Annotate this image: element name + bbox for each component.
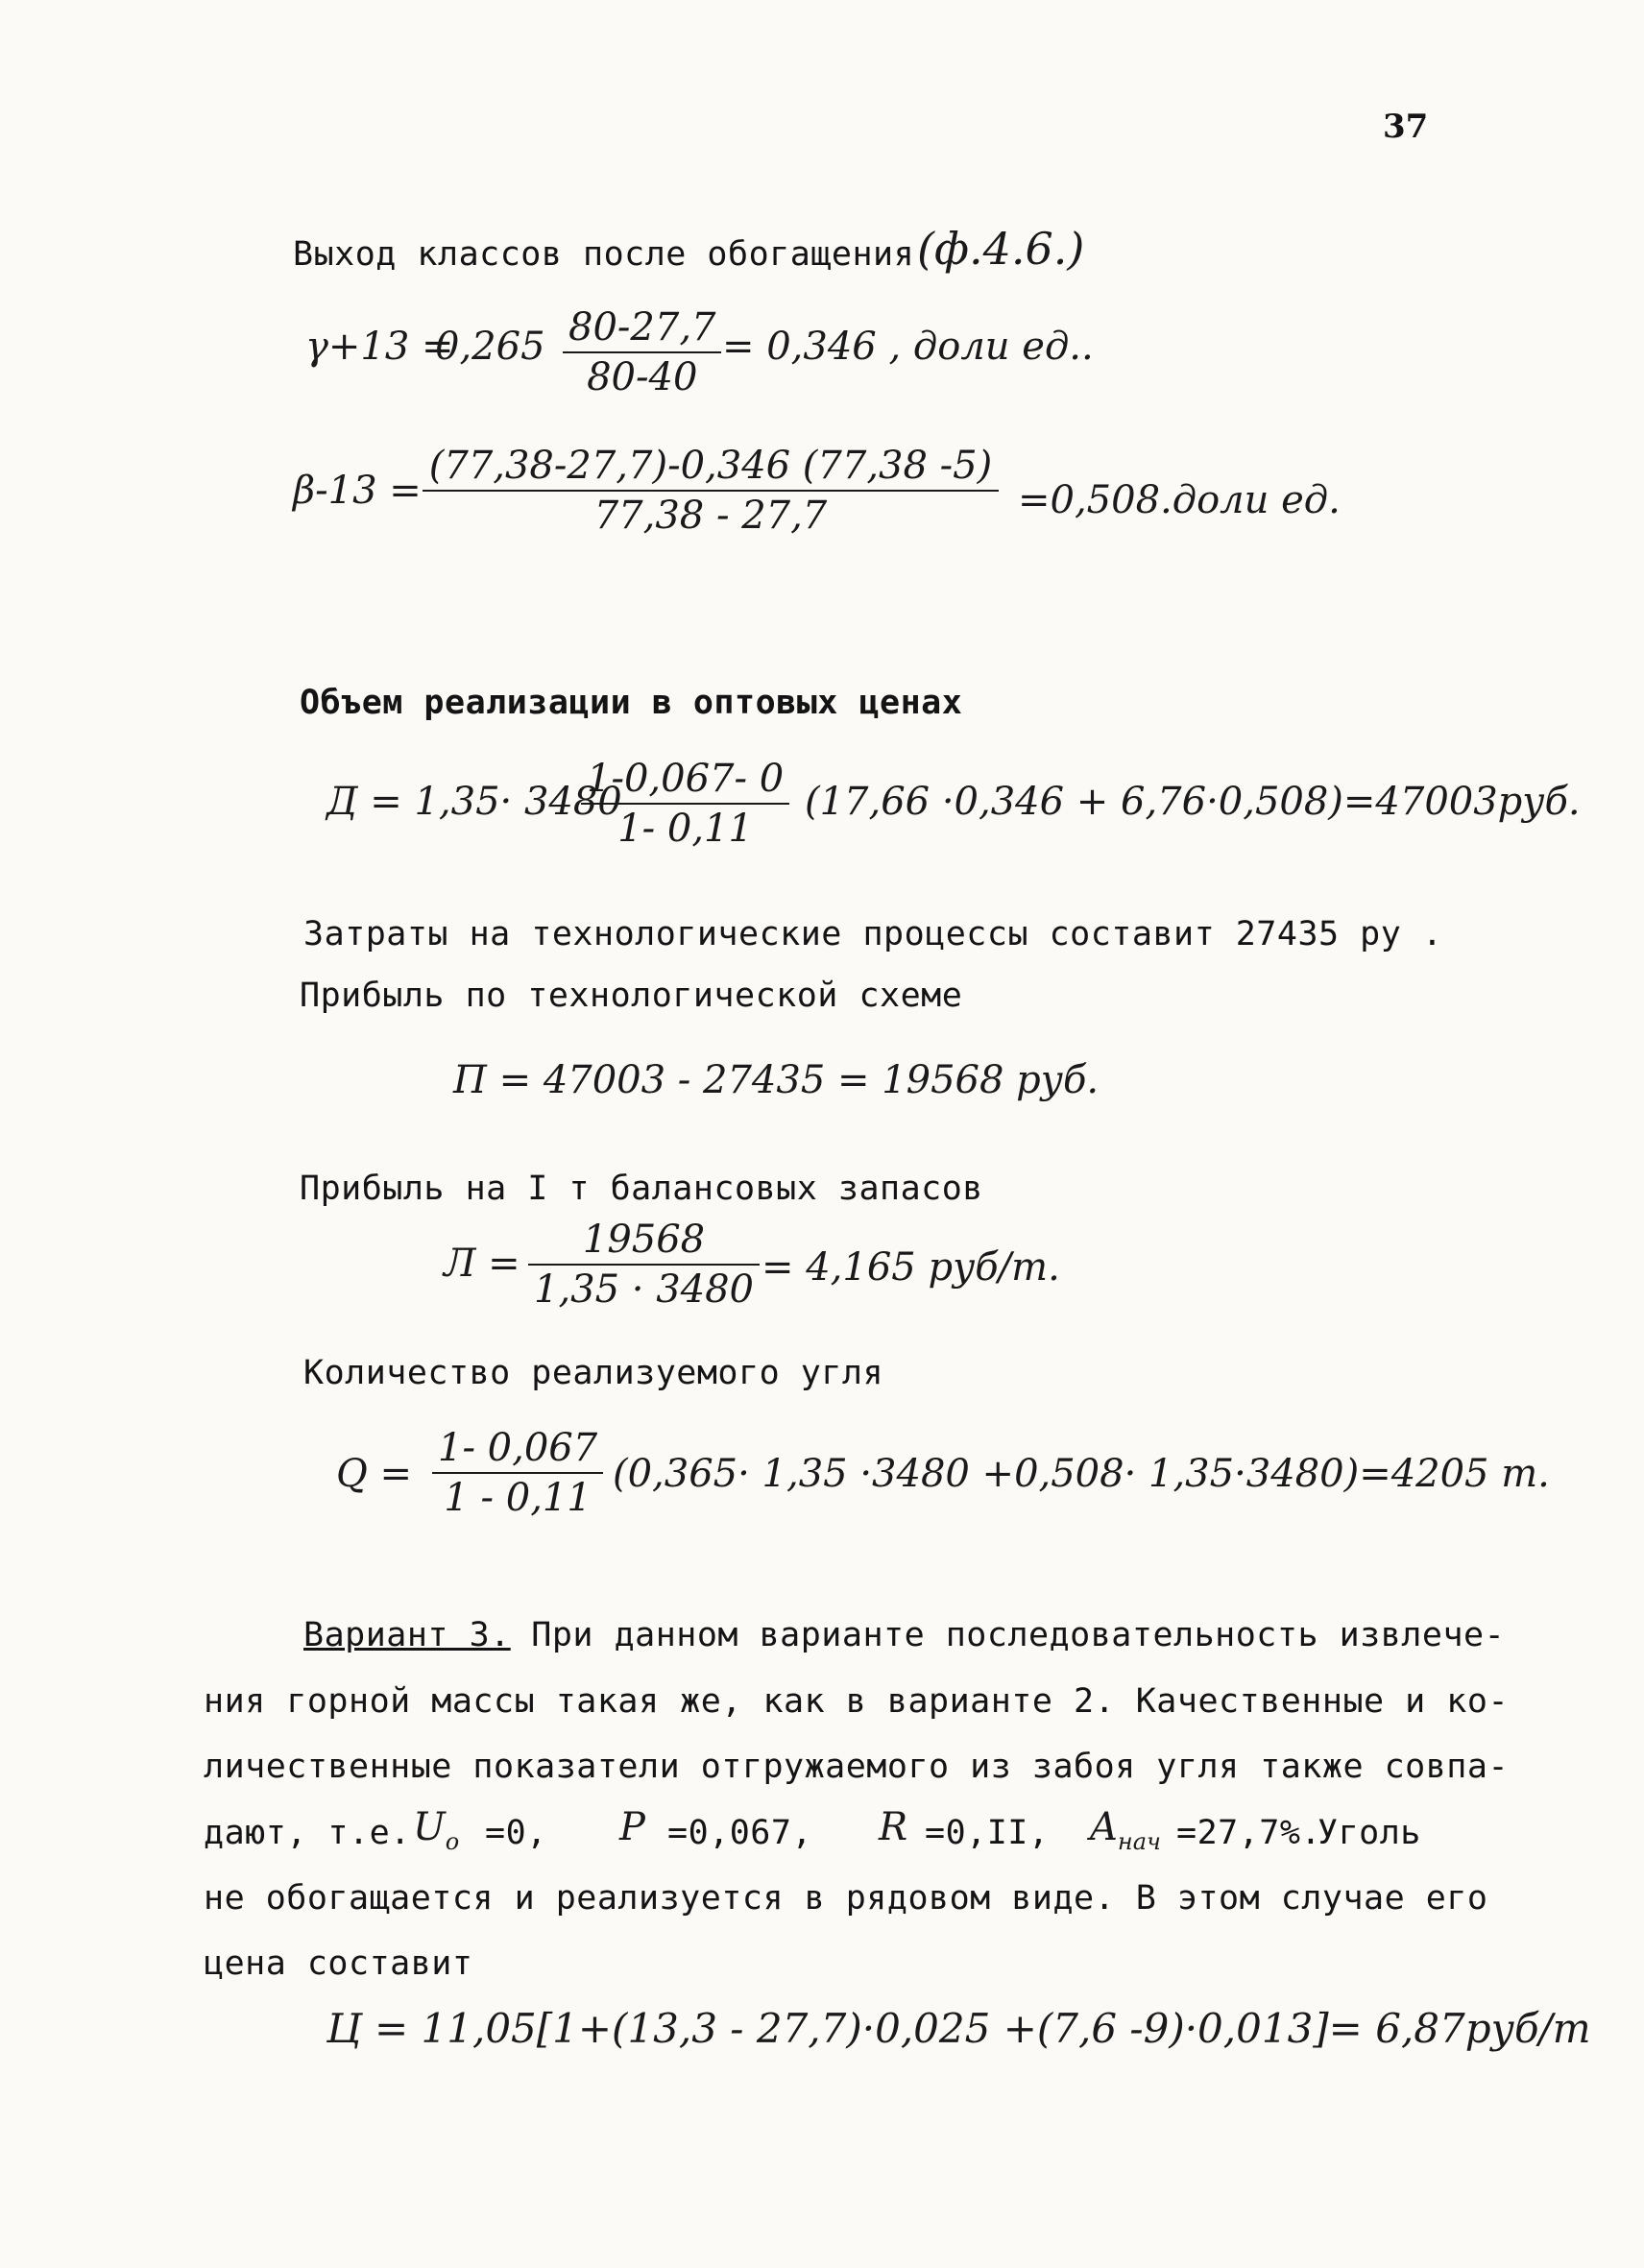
D-fraction [581, 757, 789, 851]
param-u-symbol [413, 1805, 459, 1855]
gamma-fraction [563, 305, 721, 399]
D-result: (17,66 ·0,346 + 6,76·0,508)=47003руб. [805, 780, 1581, 824]
Pt-result: = 4,165 руб/т. [762, 1245, 1060, 1290]
param-p-symbol: P [619, 1805, 645, 1849]
heading-coal-quantity: Количество реализуемого угля [303, 1354, 884, 1392]
beta-denominator: 77,38 - 27,7 [593, 494, 828, 538]
variant3-line-1 [303, 1616, 1505, 1654]
param-a-value: =27,7%. [1176, 1814, 1322, 1852]
u-symbol: U [413, 1805, 446, 1849]
gamma-lhs: γ+13 = [305, 325, 454, 369]
param-r-symbol: R [879, 1805, 908, 1849]
variant3-line-4-tail: Уголь [1318, 1814, 1421, 1852]
variant3-line-2: ния горной массы такая же, как в варианте 2. Качественные и ко- [204, 1682, 1510, 1721]
D-denominator: 1- 0,11 [617, 807, 753, 851]
Pt-lhs: Л = [444, 1242, 520, 1286]
Pt-numerator: 19568 [582, 1218, 706, 1262]
gamma-denominator: 80-40 [587, 355, 698, 399]
u-subscript: o [445, 1828, 460, 1855]
param-p-value: =0,067, [667, 1814, 813, 1852]
a-subscript: нач [1117, 1828, 1161, 1855]
variant3-line-4: дают, т.е. [204, 1814, 411, 1852]
variant3-line-1-text: При данном варианте последовательность извлече- [510, 1616, 1506, 1654]
Q-numerator: 1- 0,067 [438, 1426, 598, 1470]
beta-result: =0,508.доли ед. [1018, 478, 1341, 522]
Q-denominator: 1 - 0,11 [444, 1476, 592, 1520]
page-number: 37 [1383, 108, 1429, 146]
D-lhs: Д = 1,35· 3480 [326, 780, 622, 824]
variant3-line-3: личественные показатели отгружаемого из забоя угля также совпа- [204, 1748, 1510, 1786]
heading-sales-volume: Объем реализации в оптовых ценах [300, 684, 963, 722]
price-formula: Ц = 11,05[1+(13,3 - 27,7)·0,025 +(7,6 -9)·0,013]= 6,87руб/т [326, 2005, 1591, 2052]
Q-lhs: Q = [336, 1452, 413, 1496]
beta-lhs: β-13 = [293, 469, 422, 513]
heading-class-yield: Выход классов после обогащения [293, 235, 915, 274]
beta-fraction [423, 444, 999, 538]
heading-profit-scheme: Прибыль по технологической схеме [300, 977, 963, 1015]
gamma-result: = 0,346 , доли ед.. [722, 325, 1094, 369]
param-a-symbol [1090, 1805, 1161, 1855]
Q-result: (0,365· 1,35 ·3480 +0,508· 1,35·3480)=4205 т. [613, 1452, 1550, 1496]
Pt-denominator: 1,35 · 3480 [534, 1267, 755, 1312]
gamma-numerator: 80-27,7 [568, 305, 716, 350]
param-u-value: =0, [485, 1814, 547, 1852]
D-numerator: 1-0,067- 0 [587, 757, 785, 801]
a-symbol: A [1090, 1805, 1118, 1849]
beta-numerator: (77,38-27,7)-0,346 (77,38 -5) [428, 444, 993, 488]
variant3-line-5: не обогащается и реализуется в рядовом виде. В этом случае его [204, 1879, 1488, 1918]
heading-profit-per-ton: Прибыль на I т балансовых запасов [300, 1170, 983, 1208]
costs-line: Затраты на технологические процессы составит 27435 ру . [303, 915, 1443, 953]
variant3-line-6: цена составит [204, 1944, 473, 1983]
Q-fraction [432, 1426, 603, 1520]
variant-label: Вариант 3. [303, 1616, 511, 1654]
Pt-fraction [528, 1218, 760, 1312]
P-formula: П = 47003 - 27435 = 19568 руб. [453, 1058, 1100, 1102]
formula-reference: (ф.4.6.) [917, 223, 1085, 275]
gamma-coefficient: 0,265 [435, 325, 545, 369]
param-r-value: =0,II, [925, 1814, 1050, 1852]
